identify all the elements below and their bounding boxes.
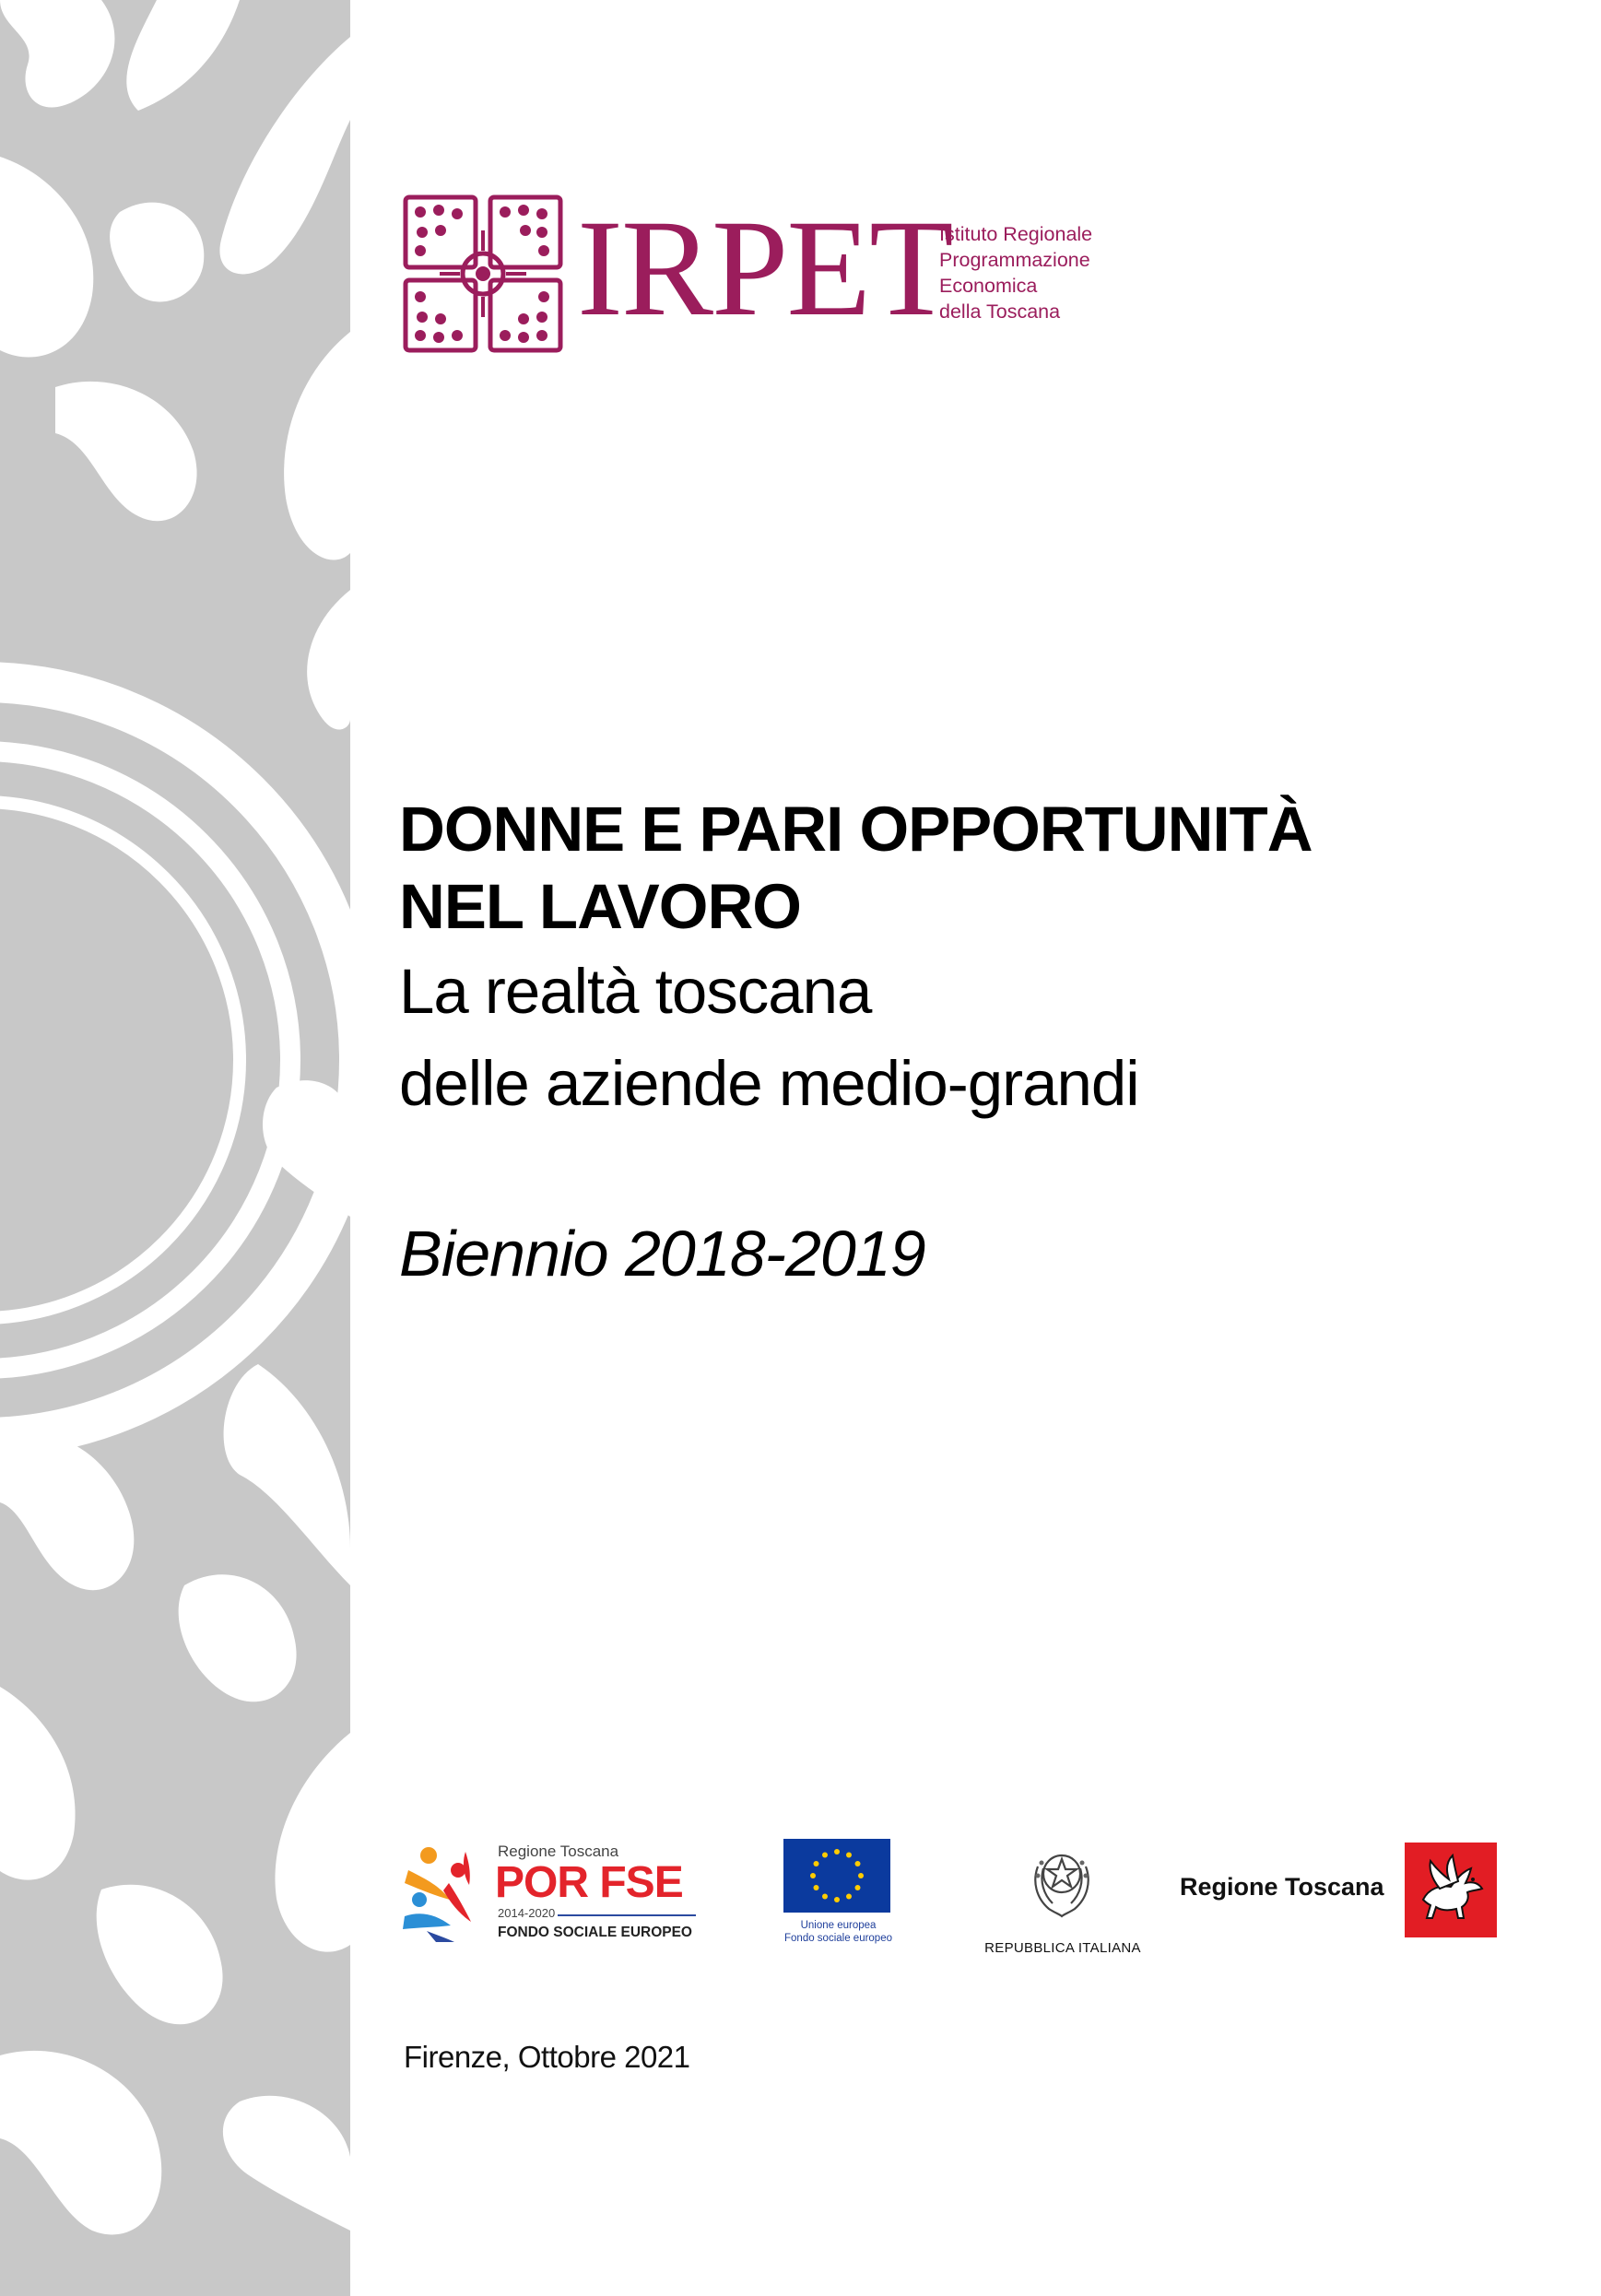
decorative-side-band xyxy=(0,0,350,2296)
eu-logo xyxy=(781,1839,901,1959)
tuscany-pegasus-flag-icon xyxy=(1405,1843,1497,1937)
eu-caption-line: Fondo sociale europeo xyxy=(784,1933,892,1944)
por-fse-fund: FONDO SOCIALE EUROPEO xyxy=(498,1925,692,1940)
eu-flag-icon xyxy=(783,1839,890,1913)
irpet-description-line: Economica xyxy=(939,275,1038,297)
sponsor-logos xyxy=(399,1839,1542,1968)
document-subtitle-line: delle aziende medio-grandi xyxy=(399,1048,1139,1119)
document-title xyxy=(399,791,1542,946)
irpet-wordmark: IRPET xyxy=(577,192,952,345)
italian-republic-caption: REPUBBLICA ITALIANA xyxy=(984,1940,1141,1956)
por-fse-years: 2014-2020 xyxy=(498,1906,556,1920)
italian-republic-logo xyxy=(975,1839,1150,1963)
irpet-logo xyxy=(402,194,1102,355)
irpet-description-line: Programmazione xyxy=(939,249,1090,271)
document-subtitle xyxy=(399,946,1542,1130)
irpet-description-line: della Toscana xyxy=(939,300,1061,323)
regione-toscana-logo xyxy=(1180,1843,1542,1944)
place-and-date: Firenze, Ottobre 2021 xyxy=(404,2040,690,2074)
por-fse-title: POR FSE xyxy=(495,1858,683,1907)
irpet-description xyxy=(939,221,1092,324)
por-fse-figure-icon xyxy=(399,1843,491,1944)
document-period: Biennio 2018-2019 xyxy=(399,1218,925,1289)
document-title-line: NEL LAVORO xyxy=(399,871,801,942)
ornament-pattern-icon xyxy=(0,0,350,2296)
regione-toscana-name: Regione Toscana xyxy=(1180,1873,1384,1901)
document-title-line: DONNE E PARI OPPORTUNITÀ xyxy=(399,794,1313,865)
por-fse-logo xyxy=(399,1843,703,1953)
eu-caption xyxy=(781,1919,896,1945)
document-subtitle-line: La realtà toscana xyxy=(399,956,872,1027)
eu-caption-line: Unione europea xyxy=(800,1920,877,1931)
por-fse-region: Regione Toscana xyxy=(498,1843,619,1860)
italian-republic-emblem-icon xyxy=(1029,1839,1095,1918)
title-block xyxy=(399,791,1542,1292)
por-fse-divider xyxy=(558,1914,696,1916)
irpet-description-line: Istituto Regionale xyxy=(939,223,1093,245)
irpet-tile-icon xyxy=(402,194,568,355)
